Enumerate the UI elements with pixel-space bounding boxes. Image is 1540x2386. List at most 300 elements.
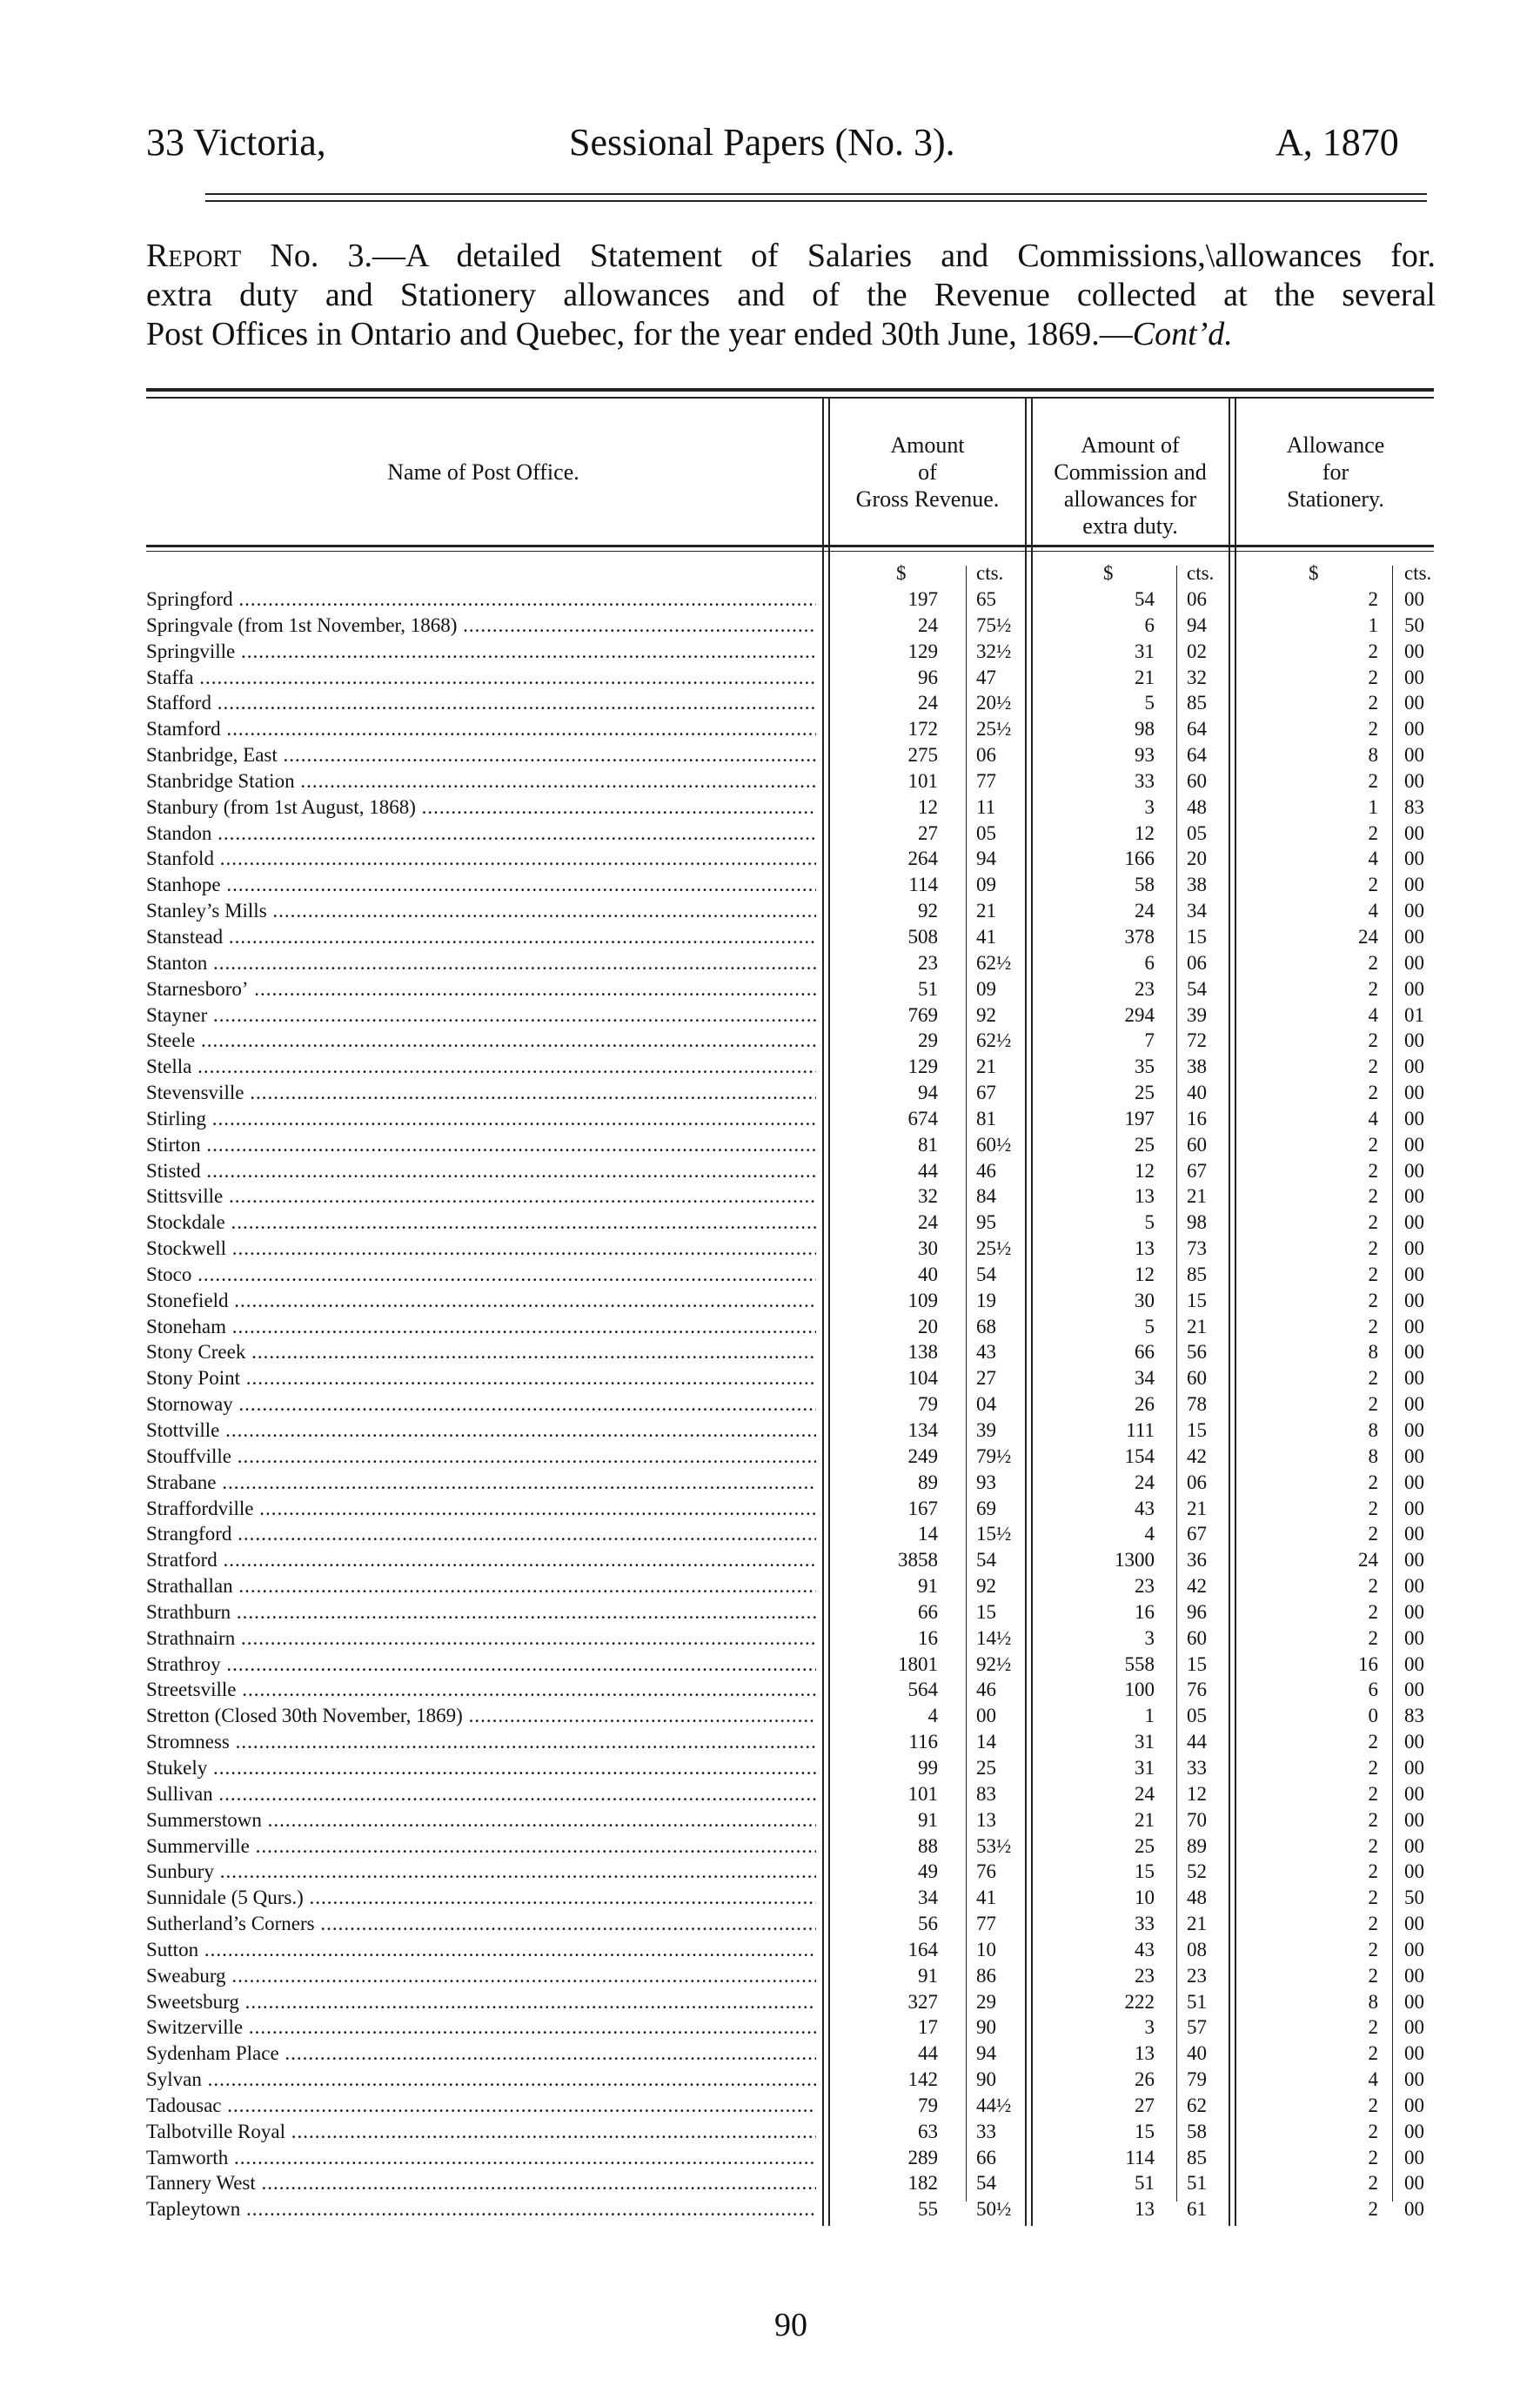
- commission-cents: 67: [1187, 1523, 1207, 1545]
- commission-dollars: 25: [1135, 1834, 1155, 1857]
- commission-dollars: 378: [1124, 925, 1155, 948]
- office-name: Strabane .....: [146, 1470, 816, 1496]
- table-row: [0, 1314, 1540, 1340]
- revenue-cents: 66: [976, 2146, 996, 2168]
- stationery-cents: 00: [1404, 666, 1424, 688]
- revenue-cents: 14: [976, 1731, 996, 1753]
- stationery-dollars: 2: [1368, 977, 1378, 1000]
- commission-cents: 58: [1187, 2120, 1207, 2142]
- revenue-cents: 25½: [976, 1237, 1012, 1260]
- table-row: [0, 1573, 1540, 1599]
- commission-dollars: 294: [1124, 1003, 1155, 1026]
- office-name: Stanhope .....: [146, 872, 816, 898]
- office-name: Stanbury (from 1st August, 1868) .....: [146, 794, 816, 821]
- revenue-cents: 62½: [976, 1029, 1012, 1052]
- stationery-dollar-unit: $: [1309, 562, 1319, 584]
- table-row: [0, 1652, 1540, 1678]
- revenue-cents: 92: [976, 1003, 996, 1026]
- stationery-cents: 00: [1404, 2068, 1424, 2091]
- office-name: Stratford .....: [146, 1547, 816, 1573]
- stationery-cents: 00: [1404, 640, 1424, 662]
- commission-cents: 38: [1187, 1056, 1207, 1078]
- table-row: [0, 665, 1540, 691]
- table-row: [0, 1132, 1540, 1158]
- revenue-cents: 86: [976, 1964, 996, 1987]
- revenue-cents: 68: [976, 1315, 996, 1337]
- revenue-dollars: 96: [918, 666, 938, 688]
- stationery-head-line-3: Stationery.: [1287, 486, 1384, 512]
- office-name: Standon .....: [146, 821, 816, 847]
- office-name: Sweaburg .....: [146, 1963, 816, 1989]
- revenue-dollars: 769: [907, 1003, 938, 1026]
- revenue-dollars: 92: [918, 900, 938, 922]
- office-name: Stouffville .....: [146, 1444, 816, 1470]
- commission-cents: 32: [1187, 666, 1207, 688]
- stationery-cents: 00: [1404, 1808, 1424, 1831]
- revenue-dollars: 116: [908, 1731, 938, 1753]
- office-name: Sutton .....: [146, 1937, 816, 1963]
- table-row: [0, 1989, 1540, 2015]
- table-header-rule-thin: [146, 551, 1434, 552]
- revenue-dollars: 249: [907, 1444, 938, 1467]
- revenue-dollars: 94: [918, 1082, 938, 1104]
- table-row: [0, 898, 1540, 924]
- commission-dollars: 3: [1144, 795, 1155, 818]
- revenue-cents: 06: [976, 744, 996, 767]
- table-row: [0, 1183, 1540, 1210]
- commission-cents: 34: [1187, 900, 1207, 922]
- revenue-cents: 54: [976, 2172, 996, 2195]
- office-name: Strangford .....: [146, 1521, 816, 1547]
- commission-cents: 70: [1187, 1808, 1207, 1831]
- stationery-dollars: 2: [1368, 1211, 1378, 1234]
- commission-dollars: 5: [1144, 692, 1155, 714]
- revenue-dollars: 138: [907, 1341, 938, 1364]
- revenue-cents: 04: [976, 1393, 996, 1416]
- stationery-dollars: 2: [1368, 1938, 1378, 1960]
- stationery-cents: 00: [1404, 769, 1424, 792]
- office-name: Stirling .....: [146, 1106, 816, 1132]
- revenue-dollars: 88: [918, 1834, 938, 1857]
- revenue-dollars: 30: [918, 1237, 938, 1260]
- stationery-dollars: 2: [1368, 2016, 1378, 2039]
- office-name: Switzerville .....: [146, 2014, 816, 2041]
- office-name: Stottville .....: [146, 1418, 816, 1444]
- stationery-cents: 00: [1404, 2198, 1424, 2221]
- stationery-dollars: 2: [1368, 1315, 1378, 1337]
- commission-cents: 44: [1187, 1731, 1207, 1753]
- table-row: [0, 1911, 1540, 1937]
- commission-cents: 52: [1187, 1860, 1207, 1883]
- table-row: [0, 1288, 1540, 1314]
- stationery-cents: 01: [1404, 1003, 1424, 1026]
- commission-dollars: 10: [1135, 1887, 1155, 1909]
- revenue-cents: 21: [976, 1056, 996, 1078]
- office-name: Stanton .....: [146, 950, 816, 976]
- table-row: [0, 872, 1540, 898]
- commission-cents: 72: [1187, 1029, 1207, 1052]
- office-name: Strathburn .....: [146, 1599, 816, 1625]
- stationery-cents: 00: [1404, 1782, 1424, 1805]
- revenue-dollars: 40: [918, 1263, 938, 1285]
- revenue-cents: 50½: [976, 2198, 1012, 2221]
- stationery-cents: 00: [1404, 1133, 1424, 1156]
- stationery-dollars: 2: [1368, 1159, 1378, 1182]
- table-row: [0, 1054, 1540, 1080]
- revenue-cents: 15: [976, 1600, 996, 1623]
- commission-cents: 38: [1187, 874, 1207, 896]
- office-name: Stonefield .....: [146, 1288, 816, 1314]
- commission-cents: 15: [1187, 1652, 1207, 1675]
- revenue-dollars: 3858: [898, 1549, 938, 1572]
- stationery-cents: 00: [1404, 1082, 1424, 1104]
- commission-dollars: 111: [1126, 1419, 1155, 1441]
- revenue-cents: 94: [976, 848, 996, 870]
- office-name: Stafford .....: [146, 690, 816, 716]
- revenue-dollars: 81: [918, 1133, 938, 1156]
- commission-cents: 05: [1187, 821, 1207, 844]
- revenue-dollars: 27: [918, 821, 938, 844]
- office-name: Sutherland’s Corners .....: [146, 1911, 816, 1937]
- stationery-dollars: 2: [1368, 874, 1378, 896]
- commission-cents: 48: [1187, 1887, 1207, 1909]
- stationery-cents: 00: [1404, 2016, 1424, 2039]
- stationery-cents: 00: [1404, 2146, 1424, 2168]
- revenue-cents: 25½: [976, 718, 1012, 741]
- office-name: Sylvan .....: [146, 2067, 816, 2093]
- table-row: [0, 1080, 1540, 1106]
- office-name: Tannery West .....: [146, 2170, 816, 2196]
- revenue-cents: 27: [976, 1367, 996, 1390]
- office-name: Stukely .....: [146, 1755, 816, 1781]
- revenue-cents: 29: [976, 1990, 996, 2013]
- stationery-dollars: 2: [1368, 1393, 1378, 1416]
- stationery-cents: 00: [1404, 2120, 1424, 2142]
- commission-dollars: 7: [1144, 1029, 1155, 1052]
- revenue-dollars: 20: [918, 1315, 938, 1337]
- stationery-dollars: 24: [1358, 1549, 1378, 1572]
- commission-dollars: 43: [1135, 1497, 1155, 1519]
- commission-dollars: 100: [1124, 1679, 1155, 1701]
- revenue-dollars: 1801: [898, 1652, 938, 1675]
- stationery-cents: 00: [1404, 588, 1424, 610]
- revenue-cents: 77: [976, 769, 996, 792]
- revenue-cents: 00: [976, 1705, 996, 1727]
- revenue-dollars: 564: [907, 1679, 938, 1701]
- commission-cents: 02: [1187, 640, 1207, 662]
- commission-cents: 85: [1187, 2146, 1207, 2168]
- running-header: [0, 120, 1540, 172]
- commission-cents: 06: [1187, 1471, 1207, 1493]
- stationery-cents: 50: [1404, 613, 1424, 636]
- revenue-dollars: 51: [918, 977, 938, 1000]
- revenue-dollars: 164: [907, 1938, 938, 1960]
- commission-dollars: 24: [1135, 900, 1155, 922]
- revenue-cents: 43: [976, 1341, 996, 1364]
- commission-dollars: 12: [1135, 1159, 1155, 1182]
- revenue-cents: 92½: [976, 1652, 1012, 1675]
- office-name: Tamworth .....: [146, 2145, 816, 2171]
- office-name: Stella .....: [146, 1054, 816, 1080]
- office-name: Stockdale .....: [146, 1210, 816, 1236]
- revenue-dollars: 89: [918, 1471, 938, 1493]
- commission-cents: 21: [1187, 1913, 1207, 1935]
- table-row: [0, 1028, 1540, 1054]
- revenue-dollars: 101: [907, 769, 938, 792]
- stationery-cents: 00: [1404, 925, 1424, 948]
- commission-dollars: 6: [1144, 613, 1155, 636]
- table-row: [0, 1677, 1540, 1703]
- commission-dollars: 13: [1135, 2198, 1155, 2221]
- stationery-cents: 00: [1404, 2172, 1424, 2195]
- revenue-cents: 32½: [976, 640, 1012, 662]
- stationery-dollars: 2: [1368, 1860, 1378, 1883]
- table-row: [0, 1521, 1540, 1547]
- revenue-dollars: 24: [918, 613, 938, 636]
- office-name: Stanley’s Mills .....: [146, 898, 816, 924]
- commission-cents: 21: [1187, 1315, 1207, 1337]
- commission-dollars: 222: [1124, 1990, 1155, 2013]
- table-row: [0, 2119, 1540, 2145]
- office-name: Sunnidale (5 Qurs.) .....: [146, 1885, 816, 1911]
- commission-dollars: 166: [1124, 848, 1155, 870]
- office-name: Steele .....: [146, 1028, 816, 1054]
- stationery-dollars: 2: [1368, 1731, 1378, 1753]
- revenue-cents: 10: [976, 1938, 996, 1960]
- table-row: [0, 1002, 1540, 1029]
- commission-cents: 78: [1187, 1393, 1207, 1416]
- revenue-dollars: 12: [918, 795, 938, 818]
- report-line-2: extra duty and Stationery allowances and of the Revenue collected at the several: [146, 277, 1436, 313]
- office-name: Stanstead .....: [146, 924, 816, 950]
- stationery-cents: 00: [1404, 1938, 1424, 1960]
- stationery-cents: 00: [1404, 1444, 1424, 1467]
- commission-cents: 85: [1187, 692, 1207, 714]
- stationery-dollars: 8: [1368, 1990, 1378, 2013]
- commission-dollars: 98: [1135, 718, 1155, 741]
- revenue-dollars: 129: [907, 1056, 938, 1078]
- revenue-head-line-2: of: [918, 459, 937, 485]
- commission-cents: 12: [1187, 1782, 1207, 1805]
- commission-cents: 15: [1187, 1419, 1207, 1441]
- commission-dollars: 21: [1135, 666, 1155, 688]
- stationery-cents: 00: [1404, 1367, 1424, 1390]
- table-row: [0, 1833, 1540, 1860]
- revenue-dollars: 129: [907, 640, 938, 662]
- revenue-dollars: 32: [918, 1185, 938, 1208]
- stationery-dollars: 2: [1368, 1367, 1378, 1390]
- revenue-dollars: 24: [918, 692, 938, 714]
- commission-cents: 51: [1187, 2172, 1207, 2195]
- commission-dollars: 5: [1144, 1211, 1155, 1234]
- revenue-dollars: 29: [918, 1029, 938, 1052]
- table-row: [0, 846, 1540, 872]
- header-rule-bottom: [205, 200, 1427, 202]
- report-cont: Cont’d.: [1132, 316, 1233, 352]
- revenue-dollars: 17: [918, 2016, 938, 2039]
- commission-dollars: 35: [1135, 1056, 1155, 1078]
- revenue-dollars: 508: [907, 925, 938, 948]
- commission-dollars: 1300: [1115, 1549, 1155, 1572]
- commission-dollars: 27: [1135, 2094, 1155, 2116]
- commission-dollars: 34: [1135, 1367, 1155, 1390]
- stationery-cents: 00: [1404, 1107, 1424, 1129]
- stationery-dollars: 1: [1368, 795, 1378, 818]
- commission-cents-unit: cts.: [1187, 562, 1215, 584]
- commission-dollars: 23: [1135, 977, 1155, 1000]
- revenue-dollars: 101: [907, 1782, 938, 1805]
- commission-dollars: 15: [1135, 2120, 1155, 2142]
- revenue-dollars: 172: [907, 718, 938, 741]
- revenue-cents: 54: [976, 1549, 996, 1572]
- commission-dollars: 5: [1144, 1315, 1155, 1337]
- revenue-dollars: 134: [907, 1419, 938, 1441]
- stationery-dollars: 2: [1368, 2042, 1378, 2065]
- table-row: [0, 1391, 1540, 1418]
- commission-dollars: 3: [1144, 1626, 1155, 1649]
- office-name: Stayner .....: [146, 1002, 816, 1029]
- header-title: Sessional Papers (No. 3).: [569, 121, 955, 164]
- stationery-cents: 00: [1404, 848, 1424, 870]
- stationery-dollars: 0: [1368, 1705, 1378, 1727]
- commission-cents: 64: [1187, 718, 1207, 741]
- office-name: Stanfold .....: [146, 846, 816, 872]
- stationery-dollars: 2: [1368, 2146, 1378, 2168]
- commission-dollar-unit: $: [1103, 562, 1114, 584]
- revenue-cents: 60½: [976, 1133, 1012, 1156]
- stationery-cents: 83: [1404, 1705, 1424, 1727]
- revenue-cents: 90: [976, 2068, 996, 2091]
- revenue-cents: 09: [976, 874, 996, 896]
- stationery-cents: 00: [1404, 1756, 1424, 1779]
- table-row: [0, 794, 1540, 821]
- table-row: [0, 2014, 1540, 2041]
- revenue-cents: 53½: [976, 1834, 1012, 1857]
- stationery-cents: 00: [1404, 1834, 1424, 1857]
- commission-dollars: 26: [1135, 2068, 1155, 2091]
- office-name: Strathallan .....: [146, 1573, 816, 1599]
- stationery-dollars: 2: [1368, 1575, 1378, 1598]
- stationery-cents: 00: [1404, 744, 1424, 767]
- stationery-cents: 00: [1404, 900, 1424, 922]
- commission-cents: 42: [1187, 1575, 1207, 1598]
- table-row: [0, 2196, 1540, 2222]
- commission-cents: 16: [1187, 1107, 1207, 1129]
- report-line-1: No. 3.—A detailed Statement of Salaries and Commissions,\allowances for.: [270, 238, 1436, 274]
- revenue-cents: 09: [976, 977, 996, 1000]
- post-office-table: [0, 586, 1540, 2222]
- stationery-cents: 00: [1404, 2094, 1424, 2116]
- stationery-dollars: 2: [1368, 692, 1378, 714]
- column-head-name: Name of Post Office.: [387, 459, 579, 485]
- office-name: Strathnairn .....: [146, 1625, 816, 1652]
- commission-dollars: 12: [1135, 1263, 1155, 1285]
- revenue-dollars: 91: [918, 1808, 938, 1831]
- table-row: [0, 924, 1540, 950]
- commission-dollars: 24: [1135, 1782, 1155, 1805]
- table-row: [0, 1807, 1540, 1833]
- office-name: Stanbridge, East .....: [146, 742, 816, 768]
- table-row: [0, 2041, 1540, 2067]
- stationery-dollars: 8: [1368, 1419, 1378, 1441]
- office-name: Stittsville .....: [146, 1183, 816, 1210]
- table-row: [0, 742, 1540, 768]
- revenue-dollars: 327: [907, 1990, 938, 2013]
- office-name: Tadousac .....: [146, 2093, 816, 2119]
- revenue-cents: 19: [976, 1289, 996, 1311]
- revenue-cents-unit: cts.: [976, 562, 1004, 584]
- stationery-dollars: 2: [1368, 821, 1378, 844]
- office-name: Sydenham Place .....: [146, 2041, 816, 2067]
- commission-cents: 64: [1187, 744, 1207, 767]
- stationery-cents: 00: [1404, 1679, 1424, 1701]
- commission-dollars: 25: [1135, 1133, 1155, 1156]
- revenue-dollars: 14: [918, 1523, 938, 1545]
- commission-cents: 94: [1187, 613, 1207, 636]
- commission-dollars: 33: [1135, 769, 1155, 792]
- report-line-3: Post Offices in Ontario and Quebec, for the year ended 30th June, 1869.—: [146, 316, 1133, 352]
- revenue-cents: 75½: [976, 613, 1012, 636]
- commission-dollars: 24: [1135, 1471, 1155, 1493]
- revenue-dollars: 34: [918, 1887, 938, 1909]
- commission-dollars: 16: [1135, 1600, 1155, 1623]
- revenue-cents: 46: [976, 1159, 996, 1182]
- revenue-cents: 46: [976, 1679, 996, 1701]
- stationery-cents: 00: [1404, 1159, 1424, 1182]
- commission-dollars: 31: [1135, 1756, 1155, 1779]
- stationery-cents: 00: [1404, 1652, 1424, 1675]
- table-row: [0, 613, 1540, 639]
- revenue-dollars: 182: [907, 2172, 938, 2195]
- revenue-dollars: 114: [908, 874, 938, 896]
- office-name: Sunbury .....: [146, 1859, 816, 1885]
- stationery-dollars: 2: [1368, 666, 1378, 688]
- stationery-cents: 00: [1404, 874, 1424, 896]
- revenue-dollars: 91: [918, 1964, 938, 1987]
- office-name: Summerstown .....: [146, 1807, 816, 1833]
- revenue-dollars: 264: [907, 848, 938, 870]
- stationery-cents: 00: [1404, 718, 1424, 741]
- revenue-dollars: 16: [918, 1626, 938, 1649]
- stationery-dollars: 2: [1368, 1834, 1378, 1857]
- table-row: [0, 768, 1540, 794]
- table-row: [0, 2093, 1540, 2119]
- commission-head-line-4: extra duty.: [1082, 513, 1178, 539]
- stationery-cents: 00: [1404, 1575, 1424, 1598]
- commission-cents: 06: [1187, 588, 1207, 610]
- table-row: [0, 1547, 1540, 1573]
- office-name: Springford .....: [146, 586, 816, 613]
- revenue-head-line-3: Gross Revenue.: [855, 486, 1000, 512]
- stationery-head-line-1: Allowance: [1286, 432, 1385, 458]
- stationery-dollars: 2: [1368, 2172, 1378, 2195]
- stationery-cents: 00: [1404, 1471, 1424, 1493]
- column-head-revenue: [827, 432, 1028, 513]
- office-name: Staffa .....: [146, 665, 816, 691]
- commission-dollars: 54: [1135, 588, 1155, 610]
- commission-dollars: 31: [1135, 640, 1155, 662]
- stationery-cents: 00: [1404, 1860, 1424, 1883]
- table-row: [0, 2170, 1540, 2196]
- commission-cents: 96: [1187, 1600, 1207, 1623]
- commission-dollars: 93: [1135, 744, 1155, 767]
- office-name: Stisted .....: [146, 1158, 816, 1184]
- table-row: [0, 950, 1540, 976]
- stationery-cents: 00: [1404, 1237, 1424, 1260]
- stationery-cents: 50: [1404, 1887, 1424, 1909]
- stationery-dollars: 2: [1368, 1782, 1378, 1805]
- stationery-cents: 83: [1404, 795, 1424, 818]
